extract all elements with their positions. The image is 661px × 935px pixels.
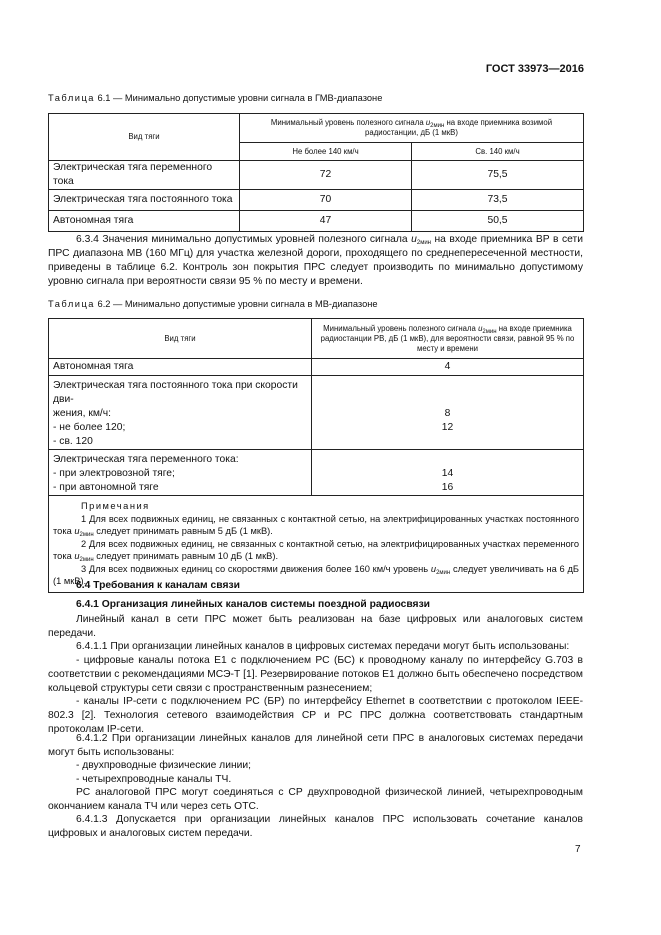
table2-row-autonomous-value: 4 [312, 359, 584, 376]
table2-row-ac-values [312, 450, 584, 496]
table1-header-level-before: Минимальный уровень полезного сигнала [270, 118, 426, 127]
table1-row-type: Электрическая тяга переменного тока [49, 161, 240, 190]
u-symbol: u [74, 551, 80, 561]
note-2-text: 2 Для всех подвижных единиц, не связанных с контактной сетью, на электрифицированных участках переменного тока [53, 538, 579, 561]
p4-text: - каналы IP-сети с подключением РС (БР) по интерфейсу Ethernet в соответствии с протоколом IEEE-802.3 [2]. Технология сетевого взаимодействия СР и РС ПРС должна соответствовать стандартным протоколам IP-сети. [48, 696, 583, 735]
table-6-1 [48, 113, 584, 232]
page-number: 7 [575, 844, 581, 855]
standard-code: ГОСТ 33973—2016 [485, 63, 584, 75]
u-subscript: 2мин [436, 569, 451, 576]
paragraph-four-wire [48, 773, 583, 787]
table-row [49, 211, 584, 232]
table2-dc-value-2: 12 [441, 422, 454, 433]
table1-header-speed-2: Св. 140 км/ч [412, 143, 584, 161]
paragraph-6-4-1 [48, 613, 583, 641]
note-1-tail: следует принимать равным 5 дБ (1 мкВ). [93, 526, 273, 536]
note-3-tail: следует увеличивать на 6 дБ (1 мкВ). [53, 563, 579, 586]
table-6-2 [48, 318, 584, 593]
note-1 [53, 513, 579, 538]
table2-notes-row [49, 496, 584, 593]
table2-row-autonomous-type: Автономная тяга [49, 359, 312, 376]
note-3-text: 3 Для всех подвижных единиц со скоростями движения более 160 км/ч уровень [81, 563, 431, 574]
paragraph-analog-rs [48, 786, 583, 814]
p634-after: на входе приемника ВР в сети ПРС диапазона МВ (160 МГц) для участка железной дороги, проходящего по среднепересеченной местности, приведены в таблице 6.2. Контроль зон покрытия ПРС следует производить по минимально допустимому уровню сигнала при вероятности связи 95 % по месту и времени. [48, 234, 583, 287]
table1-caption [48, 91, 382, 105]
p8-text: РС аналоговой ПРС могут соединяться с СР двухпроводной физической линией, четырехпроводным окончанием канала ТЧ или через сеть ОТС. [48, 787, 583, 812]
table1-header-level [240, 114, 584, 143]
u-subscript: 2мин [482, 328, 497, 335]
table1-row-value-1: 70 [240, 190, 412, 211]
table-row [49, 376, 584, 450]
table1-caption-label: Таблица [48, 93, 95, 103]
table1-row-value-2: 50,5 [412, 211, 584, 232]
table1-header-speed-1: Не более 140 км/ч [240, 143, 412, 161]
paragraph-6-4-1-3 [48, 813, 583, 841]
u-symbol: u [411, 234, 417, 245]
table2-ac-value-2: 16 [441, 482, 454, 493]
paragraph-ip-channels [48, 695, 583, 737]
table2-header-type: Вид тяги [49, 319, 312, 359]
u-symbol: u [425, 118, 431, 127]
table1-row-value-2: 75,5 [412, 161, 584, 190]
paragraph-6-4-1-1 [48, 640, 583, 654]
paragraph-e1-channels [48, 654, 583, 696]
table1-row-value-2: 73,5 [412, 190, 584, 211]
note-2 [53, 538, 579, 563]
table1-header-level-after: на входе приемника возимой радиостанции, дБ (1 мкВ) [365, 118, 553, 137]
p634-before: 6.3.4 Значения минимально допустимых уровней полезного сигнала [76, 234, 412, 245]
p5-text: 6.4.1.2 При организации линейных каналов для линейной сети ПРС в аналоговых системах передачи могут быть использованы: [48, 733, 583, 758]
table-row [49, 359, 584, 376]
p3-text: - цифровые каналы потока Е1 с подключением РС (БС) к проводному каналу по интерфейсу G.703 в соответствии с рекомендациями МСЭ-Т [1]. Резервирование потоков Е1 должно быть обеспечено посредством кольцевой структуры сети связи с пространственным разнесением; [48, 655, 583, 694]
p2-text: 6.4.1.1 При организации линейных каналов в цифровых системах передачи могут быть использованы: [76, 641, 570, 652]
notes-title: Примечания [81, 501, 150, 511]
table2-dc-sub2: - св. 120 [53, 436, 93, 447]
p9-text: 6.4.1.3 Допускается при организации линейных каналов ПРС использовать сочетание каналов цифровых и аналоговых систем передачи. [48, 814, 583, 839]
table2-dc-line1: Электрическая тяга постоянного тока при скорости дви- [53, 380, 298, 405]
u-symbol: u [74, 526, 80, 536]
paragraph-6-4-1-2 [48, 732, 583, 760]
table2-ac-value-1: 14 [441, 468, 454, 479]
p7-text: - четырехпроводные каналы ТЧ. [76, 774, 232, 785]
u-subscript: 2мин [416, 240, 431, 246]
table2-row-dc-values [312, 376, 584, 450]
table2-caption-text: 6.2 — Минимально допустимые уровни сигнала в МВ-диапазоне [94, 299, 378, 309]
table2-header-level-after: на входе приемника радиостанции РВ, дБ (1 мкВ), для вероятности связи, равной 95 % по месту и времени [320, 323, 575, 353]
table1-caption-text: 6.1 — Минимально допустимые уровни сигнала в ГМВ-диапазоне [94, 93, 383, 103]
table-row [49, 161, 584, 190]
table-row [49, 450, 584, 496]
u-symbol: u [430, 563, 437, 574]
section-heading-6-4-1: 6.4.1 Организация линейных каналов системы поездной радиосвязи [76, 599, 431, 610]
table-row [49, 190, 584, 211]
table1-row-value-1: 72 [240, 161, 412, 190]
table2-dc-value-1: 8 [444, 408, 451, 419]
table2-dc-line2: жения, км/ч: [53, 408, 112, 419]
u-subscript: 2мин [430, 123, 445, 129]
table1-header-type: Вид тяги [49, 114, 240, 161]
table1-row-type: Электрическая тяга постоянного тока [49, 190, 240, 211]
table2-ac-line1: Электрическая тяга переменного тока: [53, 454, 239, 465]
table2-caption [48, 297, 378, 311]
table1-row-value-1: 47 [240, 211, 412, 232]
u-symbol: u [478, 323, 483, 333]
p1-text: Линейный канал в сети ПРС может быть реализован на базе цифровых или аналоговых систем передачи. [48, 614, 583, 639]
table2-ac-sub2: - при автономной тяге [53, 482, 159, 493]
table2-header-level [312, 319, 584, 359]
table2-row-dc-type [49, 376, 312, 450]
table2-notes [49, 496, 584, 593]
p6-text: - двухпроводные физические линии; [76, 760, 251, 771]
table2-dc-sub1: - не более 120; [53, 422, 126, 433]
table2-caption-label: Таблица [48, 299, 95, 309]
note-1-text: 1 Для всех подвижных единиц, не связанных с контактной сетью, на электрифицированных участках постоянного тока [53, 513, 579, 536]
section-heading-6-4: 6.4 Требования к каналам связи [76, 580, 240, 591]
table2-ac-sub1: - при электровозной тяге; [53, 468, 175, 479]
u-subscript: 2мин [79, 532, 94, 538]
table1-row-type: Автономная тяга [49, 211, 240, 232]
paragraph-6-3-4 [48, 233, 583, 289]
note-2-tail: следует принимать равным 10 дБ (1 мкВ). [93, 551, 279, 561]
u-subscript: 2мин [79, 557, 94, 563]
paragraph-two-wire [48, 759, 583, 773]
table2-row-ac-type [49, 450, 312, 496]
table2-header-level-before: Минимальный уровень полезного сигнала [323, 323, 479, 333]
